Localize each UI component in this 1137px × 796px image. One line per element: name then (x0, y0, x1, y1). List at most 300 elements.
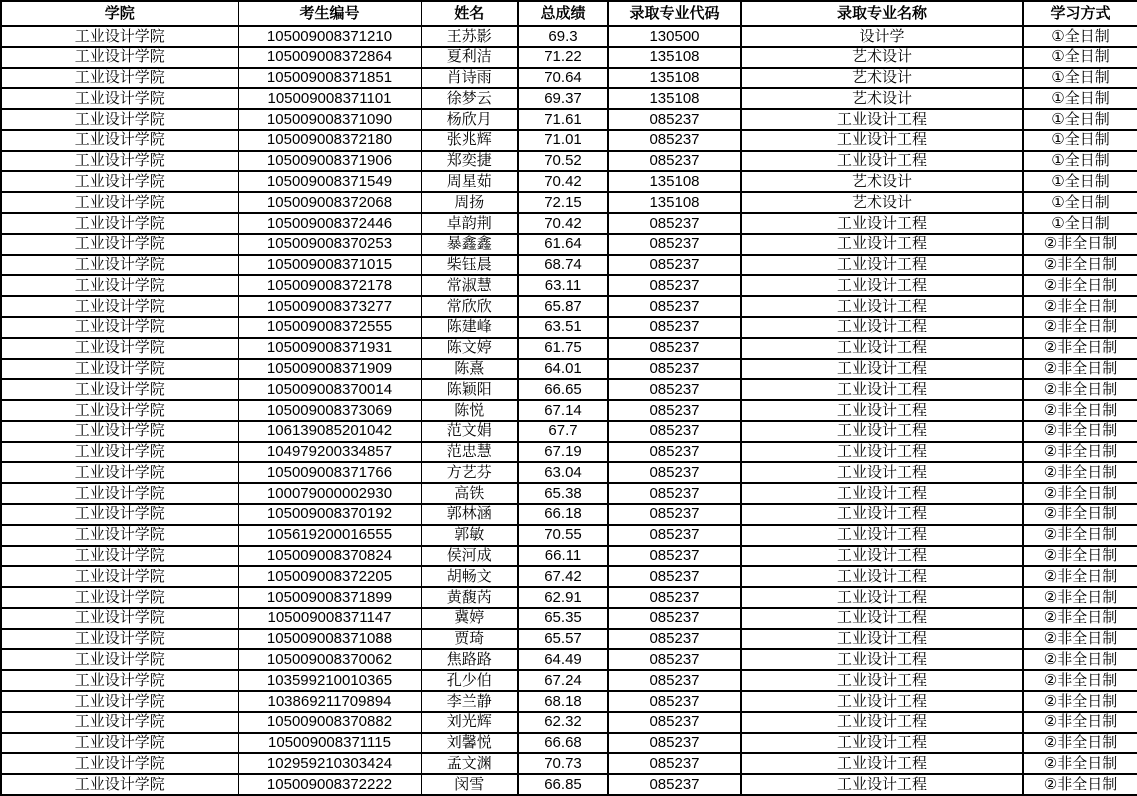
cell-study_mode: ②非全日制 (1023, 504, 1137, 525)
cell-name: 陈文婷 (421, 338, 518, 359)
cell-major_code: 085237 (608, 733, 741, 754)
cell-candidate_id: 105009008371906 (238, 151, 421, 172)
cell-major_code: 085237 (608, 608, 741, 629)
cell-candidate_id: 105009008371101 (238, 88, 421, 109)
header-row (1, 1, 1137, 26)
cell-major_code: 085237 (608, 629, 741, 650)
cell-college: 工业设计学院 (1, 109, 238, 130)
cell-total_score: 69.3 (518, 26, 608, 47)
table-row (1, 359, 1137, 380)
cell-total_score: 69.37 (518, 88, 608, 109)
cell-major_code: 085237 (608, 462, 741, 483)
cell-candidate_id: 105009008371766 (238, 462, 421, 483)
table-row (1, 130, 1137, 151)
cell-study_mode: ②非全日制 (1023, 462, 1137, 483)
cell-study_mode: ②非全日制 (1023, 442, 1137, 463)
cell-major_code: 085237 (608, 130, 741, 151)
table-row (1, 88, 1137, 109)
table-row (1, 546, 1137, 567)
cell-total_score: 67.7 (518, 421, 608, 442)
cell-candidate_id: 105009008371090 (238, 109, 421, 130)
cell-study_mode: ②非全日制 (1023, 338, 1137, 359)
cell-candidate_id: 105009008371210 (238, 26, 421, 47)
cell-major_code: 085237 (608, 359, 741, 380)
cell-college: 工业设计学院 (1, 504, 238, 525)
table-row (1, 462, 1137, 483)
cell-college: 工业设计学院 (1, 483, 238, 504)
cell-study_mode: ①全日制 (1023, 47, 1137, 68)
cell-total_score: 70.52 (518, 151, 608, 172)
cell-major_name: 艺术设计 (741, 171, 1023, 192)
cell-major_code: 085237 (608, 774, 741, 795)
cell-name: 暴鑫鑫 (421, 234, 518, 255)
cell-major_name: 工业设计工程 (741, 670, 1023, 691)
cell-name: 周扬 (421, 192, 518, 213)
table-row (1, 255, 1137, 276)
cell-name: 肖诗雨 (421, 68, 518, 89)
cell-study_mode: ②非全日制 (1023, 712, 1137, 733)
cell-candidate_id: 105009008372205 (238, 566, 421, 587)
table-row (1, 47, 1137, 68)
cell-major_name: 艺术设计 (741, 68, 1023, 89)
cell-major_code: 085237 (608, 504, 741, 525)
cell-college: 工业设计学院 (1, 171, 238, 192)
cell-study_mode: ②非全日制 (1023, 275, 1137, 296)
cell-candidate_id: 105009008370253 (238, 234, 421, 255)
cell-total_score: 63.04 (518, 462, 608, 483)
cell-college: 工业设计学院 (1, 88, 238, 109)
cell-name: 郭林涵 (421, 504, 518, 525)
column-header-study_mode: 学习方式 (1023, 1, 1137, 26)
table-row (1, 421, 1137, 442)
cell-major_name: 工业设计工程 (741, 255, 1023, 276)
cell-candidate_id: 105619200016555 (238, 525, 421, 546)
cell-college: 工业设计学院 (1, 608, 238, 629)
cell-candidate_id: 105009008371015 (238, 255, 421, 276)
cell-college: 工业设计学院 (1, 546, 238, 567)
cell-name: 郑奕捷 (421, 151, 518, 172)
cell-total_score: 62.32 (518, 712, 608, 733)
cell-candidate_id: 105009008371549 (238, 171, 421, 192)
cell-major_name: 工业设计工程 (741, 421, 1023, 442)
cell-college: 工业设计学院 (1, 151, 238, 172)
cell-major_name: 工业设计工程 (741, 234, 1023, 255)
cell-college: 工业设计学院 (1, 629, 238, 650)
cell-major_code: 085237 (608, 587, 741, 608)
table-row (1, 213, 1137, 234)
table-row (1, 317, 1137, 338)
cell-study_mode: ①全日制 (1023, 171, 1137, 192)
cell-major_code: 085237 (608, 421, 741, 442)
cell-major_code: 130500 (608, 26, 741, 47)
cell-college: 工业设计学院 (1, 379, 238, 400)
cell-college: 工业设计学院 (1, 317, 238, 338)
cell-name: 侯河成 (421, 546, 518, 567)
cell-candidate_id: 105009008371931 (238, 338, 421, 359)
cell-name: 陈建峰 (421, 317, 518, 338)
cell-major_name: 工业设计工程 (741, 774, 1023, 795)
cell-total_score: 61.75 (518, 338, 608, 359)
cell-total_score: 70.42 (518, 171, 608, 192)
cell-major_name: 工业设计工程 (741, 525, 1023, 546)
cell-name: 周星茹 (421, 171, 518, 192)
cell-college: 工业设计学院 (1, 192, 238, 213)
column-header-major_name: 录取专业名称 (741, 1, 1023, 26)
cell-major_name: 工业设计工程 (741, 338, 1023, 359)
cell-total_score: 66.18 (518, 504, 608, 525)
cell-total_score: 70.42 (518, 213, 608, 234)
cell-name: 黄馥芮 (421, 587, 518, 608)
cell-major_name: 工业设计工程 (741, 151, 1023, 172)
table-row (1, 753, 1137, 774)
cell-college: 工业设计学院 (1, 130, 238, 151)
cell-total_score: 62.91 (518, 587, 608, 608)
cell-major_code: 085237 (608, 338, 741, 359)
cell-study_mode: ②非全日制 (1023, 566, 1137, 587)
cell-total_score: 63.51 (518, 317, 608, 338)
cell-college: 工业设计学院 (1, 566, 238, 587)
cell-name: 贾琦 (421, 629, 518, 650)
table-row (1, 629, 1137, 650)
cell-major_name: 设计学 (741, 26, 1023, 47)
cell-candidate_id: 105009008371851 (238, 68, 421, 89)
cell-major_code: 085237 (608, 255, 741, 276)
cell-study_mode: ①全日制 (1023, 109, 1137, 130)
cell-college: 工业设计学院 (1, 442, 238, 463)
cell-candidate_id: 105009008371909 (238, 359, 421, 380)
cell-college: 工业设计学院 (1, 68, 238, 89)
cell-major_name: 工业设计工程 (741, 130, 1023, 151)
cell-college: 工业设计学院 (1, 234, 238, 255)
cell-major_name: 工业设计工程 (741, 608, 1023, 629)
cell-total_score: 71.61 (518, 109, 608, 130)
cell-name: 王苏影 (421, 26, 518, 47)
cell-study_mode: ②非全日制 (1023, 421, 1137, 442)
cell-major_name: 工业设计工程 (741, 649, 1023, 670)
table-row (1, 338, 1137, 359)
cell-study_mode: ②非全日制 (1023, 649, 1137, 670)
cell-major_code: 085237 (608, 296, 741, 317)
table-row (1, 379, 1137, 400)
cell-major_code: 085237 (608, 753, 741, 774)
cell-major_code: 085237 (608, 525, 741, 546)
cell-total_score: 66.68 (518, 733, 608, 754)
cell-name: 张兆辉 (421, 130, 518, 151)
cell-candidate_id: 105009008371088 (238, 629, 421, 650)
cell-study_mode: ②非全日制 (1023, 608, 1137, 629)
cell-college: 工业设计学院 (1, 712, 238, 733)
cell-study_mode: ②非全日制 (1023, 525, 1137, 546)
cell-name: 陈悦 (421, 400, 518, 421)
cell-major_code: 085237 (608, 317, 741, 338)
cell-major_name: 艺术设计 (741, 47, 1023, 68)
cell-study_mode: ②非全日制 (1023, 255, 1137, 276)
cell-total_score: 67.42 (518, 566, 608, 587)
cell-candidate_id: 105009008371115 (238, 733, 421, 754)
cell-candidate_id: 105009008370882 (238, 712, 421, 733)
cell-college: 工业设计学院 (1, 213, 238, 234)
cell-study_mode: ①全日制 (1023, 213, 1137, 234)
cell-name: 陈熹 (421, 359, 518, 380)
cell-name: 刘馨悦 (421, 733, 518, 754)
cell-college: 工业设计学院 (1, 774, 238, 795)
cell-major_name: 工业设计工程 (741, 462, 1023, 483)
cell-college: 工业设计学院 (1, 255, 238, 276)
table-body (1, 26, 1137, 795)
cell-candidate_id: 105009008372446 (238, 213, 421, 234)
cell-college: 工业设计学院 (1, 47, 238, 68)
cell-major_name: 工业设计工程 (741, 629, 1023, 650)
cell-candidate_id: 103599210010365 (238, 670, 421, 691)
cell-college: 工业设计学院 (1, 421, 238, 442)
cell-total_score: 63.11 (518, 275, 608, 296)
table-row (1, 712, 1137, 733)
table-row (1, 525, 1137, 546)
cell-major_code: 085237 (608, 151, 741, 172)
cell-college: 工业设计学院 (1, 275, 238, 296)
cell-major_name: 工业设计工程 (741, 587, 1023, 608)
cell-major_code: 085237 (608, 546, 741, 567)
cell-study_mode: ②非全日制 (1023, 546, 1137, 567)
table-row (1, 151, 1137, 172)
table-row (1, 691, 1137, 712)
cell-total_score: 64.49 (518, 649, 608, 670)
cell-name: 刘光辉 (421, 712, 518, 733)
table-row (1, 566, 1137, 587)
cell-study_mode: ②非全日制 (1023, 629, 1137, 650)
cell-total_score: 65.57 (518, 629, 608, 650)
table-row (1, 483, 1137, 504)
cell-study_mode: ②非全日制 (1023, 753, 1137, 774)
cell-total_score: 66.11 (518, 546, 608, 567)
table-row (1, 275, 1137, 296)
cell-name: 李兰静 (421, 691, 518, 712)
cell-candidate_id: 104979200334857 (238, 442, 421, 463)
cell-major_code: 135108 (608, 47, 741, 68)
cell-major_name: 工业设计工程 (741, 691, 1023, 712)
cell-major_name: 工业设计工程 (741, 712, 1023, 733)
cell-major_code: 135108 (608, 171, 741, 192)
cell-major_name: 工业设计工程 (741, 733, 1023, 754)
cell-major_code: 135108 (608, 88, 741, 109)
cell-candidate_id: 105009008371147 (238, 608, 421, 629)
table-row (1, 442, 1137, 463)
cell-study_mode: ②非全日制 (1023, 587, 1137, 608)
cell-study_mode: ②非全日制 (1023, 691, 1137, 712)
cell-college: 工业设计学院 (1, 670, 238, 691)
cell-major_code: 085237 (608, 109, 741, 130)
cell-name: 郭敏 (421, 525, 518, 546)
cell-college: 工业设计学院 (1, 296, 238, 317)
cell-total_score: 64.01 (518, 359, 608, 380)
cell-college: 工业设计学院 (1, 462, 238, 483)
cell-name: 常欣欣 (421, 296, 518, 317)
cell-major_name: 艺术设计 (741, 192, 1023, 213)
cell-candidate_id: 105009008373069 (238, 400, 421, 421)
cell-college: 工业设计学院 (1, 338, 238, 359)
table-row (1, 400, 1137, 421)
table-row (1, 234, 1137, 255)
cell-study_mode: ①全日制 (1023, 88, 1137, 109)
cell-name: 孔少伯 (421, 670, 518, 691)
cell-college: 工业设计学院 (1, 525, 238, 546)
cell-study_mode: ①全日制 (1023, 26, 1137, 47)
cell-name: 范文娟 (421, 421, 518, 442)
table-row (1, 192, 1137, 213)
cell-name: 陈颖阳 (421, 379, 518, 400)
table-row (1, 26, 1137, 47)
cell-total_score: 66.65 (518, 379, 608, 400)
cell-candidate_id: 105009008372068 (238, 192, 421, 213)
table-row (1, 109, 1137, 130)
cell-name: 卓韵荆 (421, 213, 518, 234)
cell-name: 方艺芬 (421, 462, 518, 483)
cell-name: 冀婷 (421, 608, 518, 629)
cell-candidate_id: 105009008372178 (238, 275, 421, 296)
cell-name: 焦路路 (421, 649, 518, 670)
cell-major_name: 工业设计工程 (741, 504, 1023, 525)
cell-major_code: 085237 (608, 691, 741, 712)
cell-total_score: 70.55 (518, 525, 608, 546)
table-row (1, 649, 1137, 670)
cell-name: 高铁 (421, 483, 518, 504)
cell-total_score: 66.85 (518, 774, 608, 795)
cell-major_code: 085237 (608, 442, 741, 463)
cell-major_name: 工业设计工程 (741, 275, 1023, 296)
cell-college: 工业设计学院 (1, 649, 238, 670)
cell-major_code: 085237 (608, 670, 741, 691)
cell-major_name: 工业设计工程 (741, 566, 1023, 587)
cell-major_code: 085237 (608, 213, 741, 234)
cell-total_score: 68.74 (518, 255, 608, 276)
cell-study_mode: ②非全日制 (1023, 234, 1137, 255)
cell-total_score: 71.22 (518, 47, 608, 68)
cell-college: 工业设计学院 (1, 733, 238, 754)
cell-major_name: 工业设计工程 (741, 753, 1023, 774)
table-row (1, 608, 1137, 629)
cell-major_name: 工业设计工程 (741, 296, 1023, 317)
cell-total_score: 67.24 (518, 670, 608, 691)
cell-major_code: 135108 (608, 68, 741, 89)
cell-name: 常淑慧 (421, 275, 518, 296)
cell-major_name: 工业设计工程 (741, 379, 1023, 400)
cell-major_name: 工业设计工程 (741, 442, 1023, 463)
cell-major_code: 135108 (608, 192, 741, 213)
cell-total_score: 70.64 (518, 68, 608, 89)
cell-candidate_id: 103869211709894 (238, 691, 421, 712)
cell-candidate_id: 105009008371899 (238, 587, 421, 608)
cell-name: 夏利洁 (421, 47, 518, 68)
cell-total_score: 68.18 (518, 691, 608, 712)
cell-candidate_id: 106139085201042 (238, 421, 421, 442)
cell-college: 工业设计学院 (1, 359, 238, 380)
cell-college: 工业设计学院 (1, 587, 238, 608)
cell-study_mode: ②非全日制 (1023, 483, 1137, 504)
cell-study_mode: ②非全日制 (1023, 733, 1137, 754)
cell-candidate_id: 105009008370014 (238, 379, 421, 400)
column-header-college: 学院 (1, 1, 238, 26)
cell-major_name: 艺术设计 (741, 88, 1023, 109)
cell-study_mode: ②非全日制 (1023, 774, 1137, 795)
table-row (1, 774, 1137, 795)
cell-study_mode: ②非全日制 (1023, 400, 1137, 421)
cell-college: 工业设计学院 (1, 753, 238, 774)
cell-candidate_id: 105009008372555 (238, 317, 421, 338)
cell-study_mode: ②非全日制 (1023, 670, 1137, 691)
cell-major_name: 工业设计工程 (741, 317, 1023, 338)
cell-name: 闵雪 (421, 774, 518, 795)
cell-name: 范忠慧 (421, 442, 518, 463)
table-row (1, 68, 1137, 89)
cell-major_name: 工业设计工程 (741, 359, 1023, 380)
table-row (1, 670, 1137, 691)
cell-total_score: 67.14 (518, 400, 608, 421)
cell-major_code: 085237 (608, 234, 741, 255)
cell-major_name: 工业设计工程 (741, 400, 1023, 421)
cell-name: 孟文渊 (421, 753, 518, 774)
cell-major_code: 085237 (608, 400, 741, 421)
cell-study_mode: ①全日制 (1023, 130, 1137, 151)
cell-major_code: 085237 (608, 379, 741, 400)
cell-candidate_id: 105009008370192 (238, 504, 421, 525)
cell-study_mode: ①全日制 (1023, 68, 1137, 89)
cell-major_name: 工业设计工程 (741, 213, 1023, 234)
cell-total_score: 70.73 (518, 753, 608, 774)
cell-study_mode: ①全日制 (1023, 192, 1137, 213)
table-row (1, 171, 1137, 192)
cell-study_mode: ②非全日制 (1023, 296, 1137, 317)
cell-college: 工业设计学院 (1, 400, 238, 421)
column-header-name: 姓名 (421, 1, 518, 26)
cell-candidate_id: 100079000002930 (238, 483, 421, 504)
cell-major_code: 085237 (608, 483, 741, 504)
cell-major_name: 工业设计工程 (741, 483, 1023, 504)
cell-candidate_id: 105009008370824 (238, 546, 421, 567)
cell-major_code: 085237 (608, 712, 741, 733)
cell-total_score: 67.19 (518, 442, 608, 463)
cell-total_score: 61.64 (518, 234, 608, 255)
cell-candidate_id: 105009008373277 (238, 296, 421, 317)
cell-candidate_id: 105009008372864 (238, 47, 421, 68)
cell-candidate_id: 105009008372180 (238, 130, 421, 151)
cell-candidate_id: 102959210303424 (238, 753, 421, 774)
cell-name: 徐梦云 (421, 88, 518, 109)
cell-major_name: 工业设计工程 (741, 109, 1023, 130)
table-row (1, 587, 1137, 608)
cell-study_mode: ①全日制 (1023, 151, 1137, 172)
cell-name: 胡畅文 (421, 566, 518, 587)
cell-total_score: 65.87 (518, 296, 608, 317)
cell-name: 柴钰晨 (421, 255, 518, 276)
table-row (1, 296, 1137, 317)
cell-college: 工业设计学院 (1, 691, 238, 712)
table-row (1, 504, 1137, 525)
cell-total_score: 65.38 (518, 483, 608, 504)
table-row (1, 733, 1137, 754)
cell-name: 杨欣月 (421, 109, 518, 130)
cell-major_code: 085237 (608, 649, 741, 670)
cell-major_code: 085237 (608, 275, 741, 296)
column-header-candidate_id: 考生编号 (238, 1, 421, 26)
cell-major_name: 工业设计工程 (741, 546, 1023, 567)
cell-college: 工业设计学院 (1, 26, 238, 47)
cell-candidate_id: 105009008370062 (238, 649, 421, 670)
cell-study_mode: ②非全日制 (1023, 379, 1137, 400)
cell-total_score: 72.15 (518, 192, 608, 213)
column-header-total_score: 总成绩 (518, 1, 608, 26)
cell-total_score: 65.35 (518, 608, 608, 629)
column-header-major_code: 录取专业代码 (608, 1, 741, 26)
